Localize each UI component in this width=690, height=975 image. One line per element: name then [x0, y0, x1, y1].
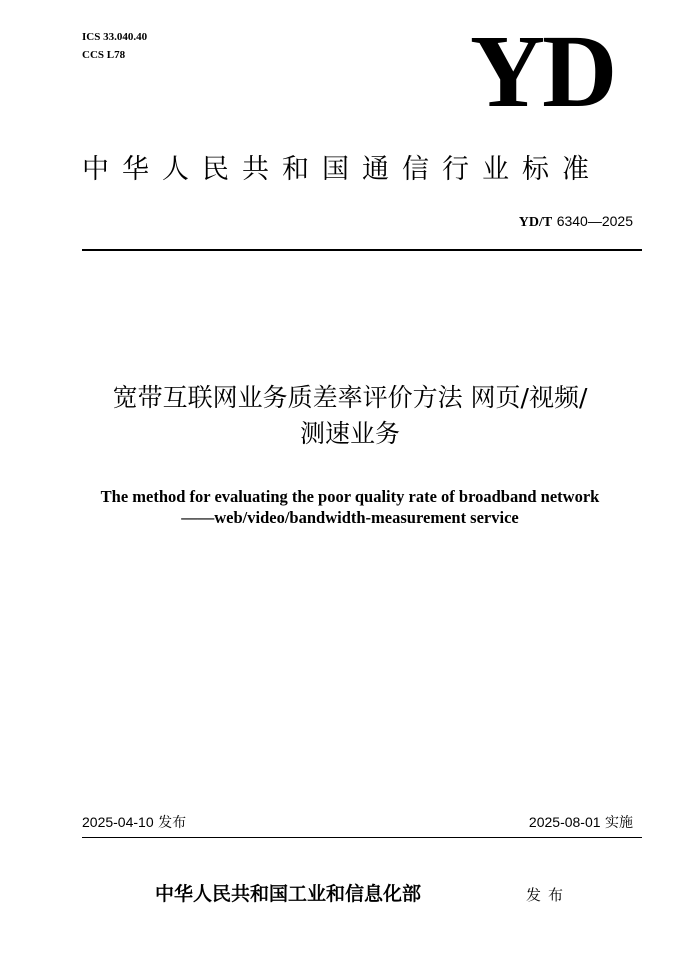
issue-word: 发布	[526, 886, 571, 904]
chinese-title-line-1: 宽带互联网业务质差率评价方法 网页/视频/	[112, 383, 588, 412]
chinese-title-line-2: 测速业务	[299, 419, 400, 448]
publish-date-value: 2025-04-10	[82, 814, 154, 830]
bottom-divider	[82, 837, 642, 838]
chinese-title	[50, 380, 650, 452]
ics-code: ICS 33.040.40	[82, 31, 148, 43]
ccs-code: CCS L78	[82, 49, 126, 61]
english-title	[50, 486, 650, 528]
standard-type-heading: 中华人民共和国通信行业标准	[82, 154, 602, 185]
english-title-line-1: The method for evaluating the poor quality rate of broadband network	[100, 487, 600, 506]
publish-date	[82, 813, 186, 832]
implement-label: 实施	[605, 815, 633, 831]
standard-code: YD/T	[518, 215, 553, 230]
implement-date	[529, 813, 633, 832]
top-divider	[82, 249, 642, 251]
yd-logo: YD	[470, 14, 615, 129]
english-title-line-2: ——web/video/bandwidth-measurement service	[181, 508, 519, 527]
issuing-authority: 中华人民共和国工业和信息化部	[155, 883, 422, 905]
implement-date-value: 2025-08-01	[528, 814, 601, 830]
standard-number	[519, 212, 633, 232]
standard-number-value: 6340—2025	[556, 213, 633, 229]
publish-label: 发布	[158, 815, 187, 831]
